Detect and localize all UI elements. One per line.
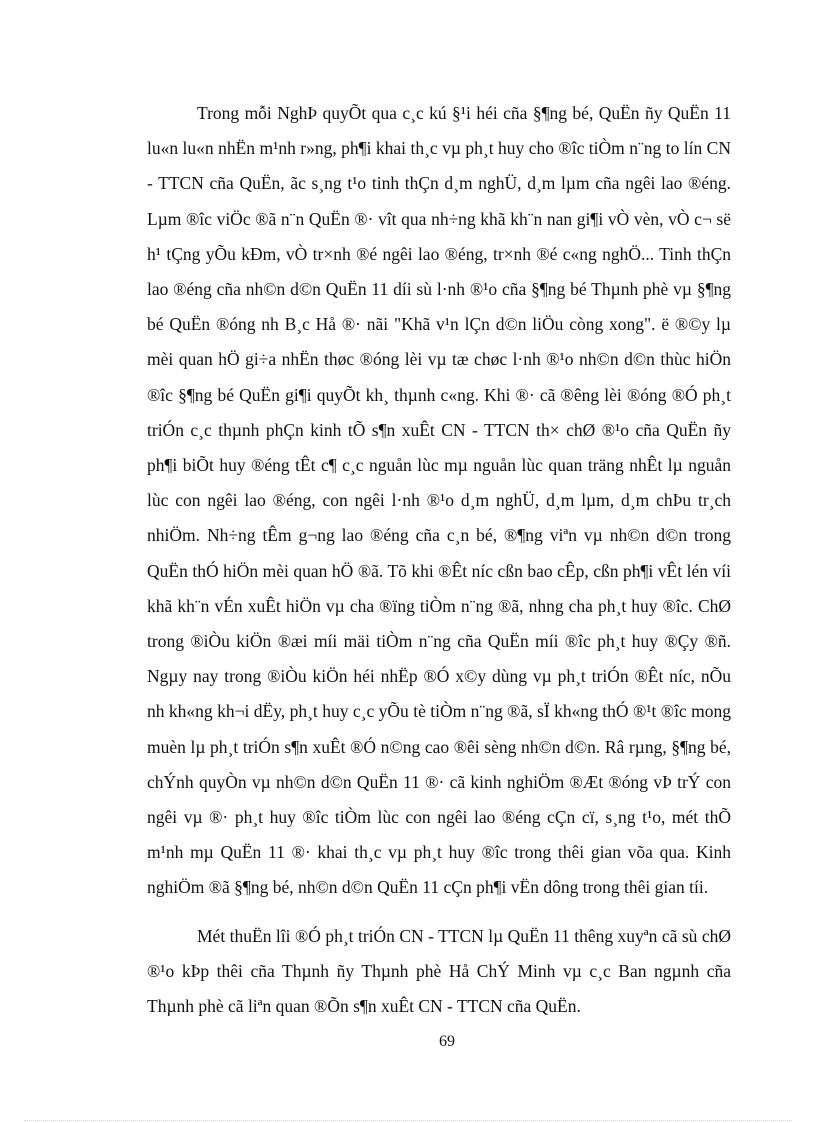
- document-body: [147, 96, 731, 1024]
- page-number: 69: [439, 1033, 455, 1050]
- page-bottom-divider: [24, 1120, 792, 1121]
- paragraph-2: Mét thuËn lîi ®Ó ph¸t triÓn CN - TTCN lµ QuËn 11 thêng xuyªn cã sù chØ ®¹o kÞp thêi cña Thµnh ñy Thµnh phè Hå ChÝ Minh vµ c¸c Ban ngµnh cña Thµnh phè cã liªn quan ®Õn s¶n xuÊt CN - TTCN cña QuËn.: [147, 925, 731, 1017]
- paragraph-1: Trong mỗi NghÞ quyÕt qua c¸c kú §¹i héi cña §¶ng bé, QuËn ñy QuËn 11 lu«n lu«n nhËn m¹nh r»ng, ph¶i khai th¸c vµ ph¸t huy cho ®îc tiÒm n¨ng to lín CN - TTCN cña QuËn, ãc s¸ng t¹o tinh thÇn d¸m nghÜ, d¸m lµm cña ngêi lao ®éng. Lµm ®îc viÖc ®ã n¨n QuËn ®· vît qua nh÷ng khã kh¨n nan gi¶i vÒ vèn, vÒ c¬ së h¹ tÇng yÕu kÐm, vÒ tr×nh ®é ngêi lao ®éng, tr×nh ®é c«ng nghÖ... Tinh thÇn lao ®éng cña nh©n d©n QuËn 11 díi sù l·nh ®¹o cña §¶ng bé Thµnh phè vµ §¶ng bé QuËn ®óng nh B¸c Hå ®· nãi "Khã v¹n lÇn d©n liÖu còng xong". ë ®©y lµ mèi quan hÖ gi÷a nhËn thøc ®óng lèi vµ tæ chøc l·nh ®¹o nh©n d©n thùc hiÖn ®îc §¶ng bé QuËn gi¶i quyÕt kh¸ thµnh c«ng. Khi ®· cã ®êng lèi ®óng ®Ó ph¸t triÓn c¸c thµnh phÇn kinh tÕ s¶n xuÊt CN - TTCN th× chØ ®¹o cña QuËn ñy ph¶i biÕt huy ®éng tÊt c¶ c¸c nguån lùc mµ nguån lùc quan träng nhÊt lµ nguån lùc con ngêi lao ®éng, con ngêi l·nh ®¹o d¸m nghÜ, d¸m lµm, d¸m chÞu tr¸ch nhiÖm. Nh÷ng tÊm g¬ng lao ®éng cña c¸n bé, ®¶ng viªn vµ nh©n d©n trong QuËn thÓ hiÖn mèi quan hÖ ®ã. Tõ khi ®Êt níc cßn bao cÊp, cßn ph¶i vÊt lén víi khã kh¨n vÉn xuÊt hiÖn vµ cha ®ïng tiÒm n¨ng ®ã, nhng cha ph¸t huy ®îc. ChØ trong ®iÒu kiÖn ®æi míi mäi tiÒm n¨ng cña QuËn míi ®îc ph¸t huy ®Çy ®ñ. Ngµy nay trong ®iÒu kiÖn héi nhËp ®Ó x©y dùng vµ ph¸t triÓn ®Êt níc, nÕu nh kh«ng kh¬i dËy, ph¸t huy c¸c yÕu tè tiÒm n¨ng ®ã, sÏ kh«ng thÓ ®¹t ®îc mong muèn lµ ph¸t triÓn s¶n xuÊt ®Ó n©ng cao ®êi sèng nh©n d©n. Râ rµng, §¶ng bé, chÝnh quyÒn vµ nh©n d©n QuËn 11 ®· cã kinh nghiÖm ®Æt ®óng vÞ trÝ con ngêi vµ ®· ph¸t huy ®îc tiÒm lùc con ngêi lao ®éng cÇn cï, s¸ng t¹o, mét thÕ m¹nh mµ QuËn 11 ®· khai th¸c vµ ph¸t huy ®îc trong thêi gian võa qua. Kinh nghiÖm ®ã §¶ng bé, nh©n d©n QuËn 11 cÇn ph¶i vËn dông trong thêi gian tíi.: [147, 103, 731, 898]
